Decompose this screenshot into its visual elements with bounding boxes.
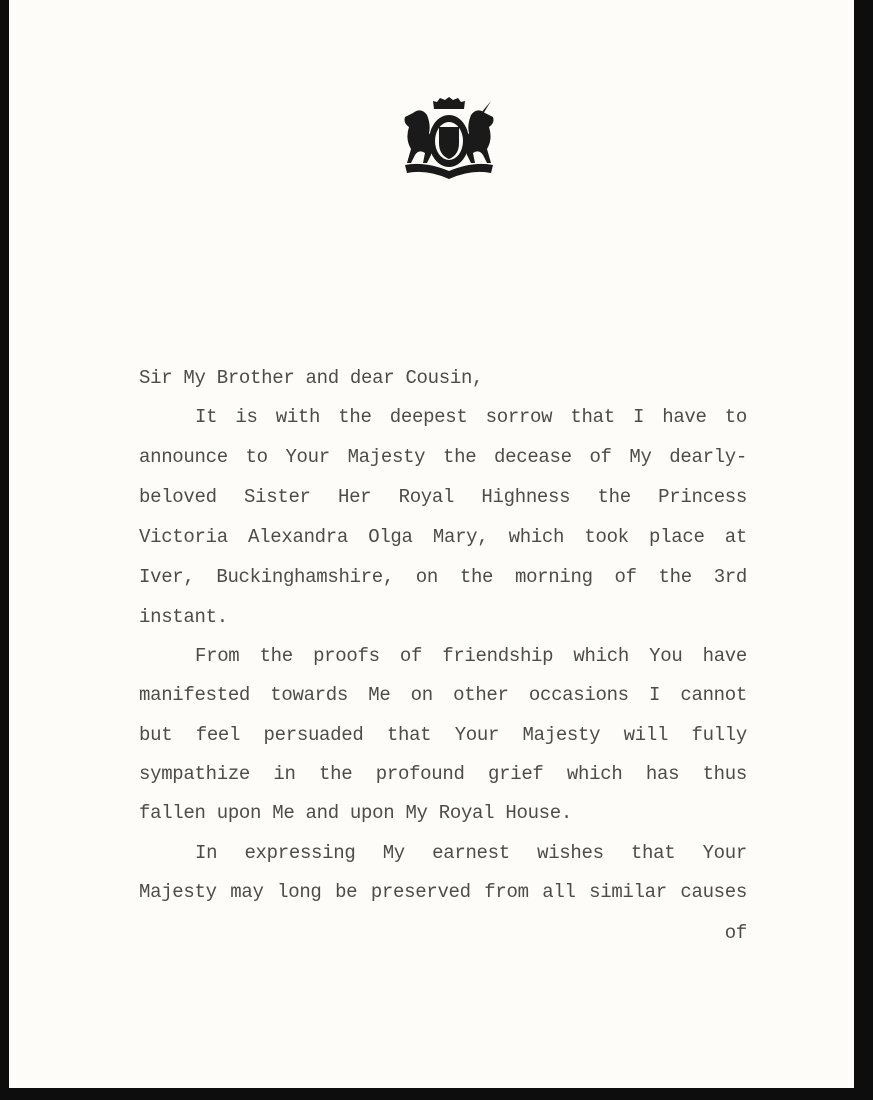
letter-line: Victoria Alexandra Olga Mary, which took place at	[139, 526, 747, 548]
letter-line: announce to Your Majesty the decease of My dearly-	[139, 446, 747, 468]
royal-coat-of-arms-icon	[391, 93, 507, 185]
letter-line: Majesty may long be preserved from all similar causes	[139, 881, 747, 903]
letter-line: In expressing My earnest wishes that Your	[195, 842, 747, 864]
letter-line: sympathize in the profound grief which has thus	[139, 763, 747, 785]
letter-line: beloved Sister Her Royal Highness the Princess	[139, 486, 747, 508]
salutation: Sir My Brother and dear Cousin,	[139, 367, 484, 389]
letter-line: fallen upon Me and upon My Royal House.	[139, 802, 572, 824]
letter-line: It is with the deepest sorrow that I have to	[195, 406, 747, 428]
letter-line: instant.	[139, 606, 228, 628]
letter-page	[9, 0, 854, 1088]
catchword: of	[724, 922, 747, 944]
letter-line: manifested towards Me on other occasions I cannot	[139, 684, 747, 706]
letter-line: From the proofs of friendship which You have	[195, 645, 747, 667]
letter-line: but feel persuaded that Your Majesty will fully	[139, 724, 747, 746]
letter-line: Iver, Buckinghamshire, on the morning of the 3rd	[139, 566, 747, 588]
